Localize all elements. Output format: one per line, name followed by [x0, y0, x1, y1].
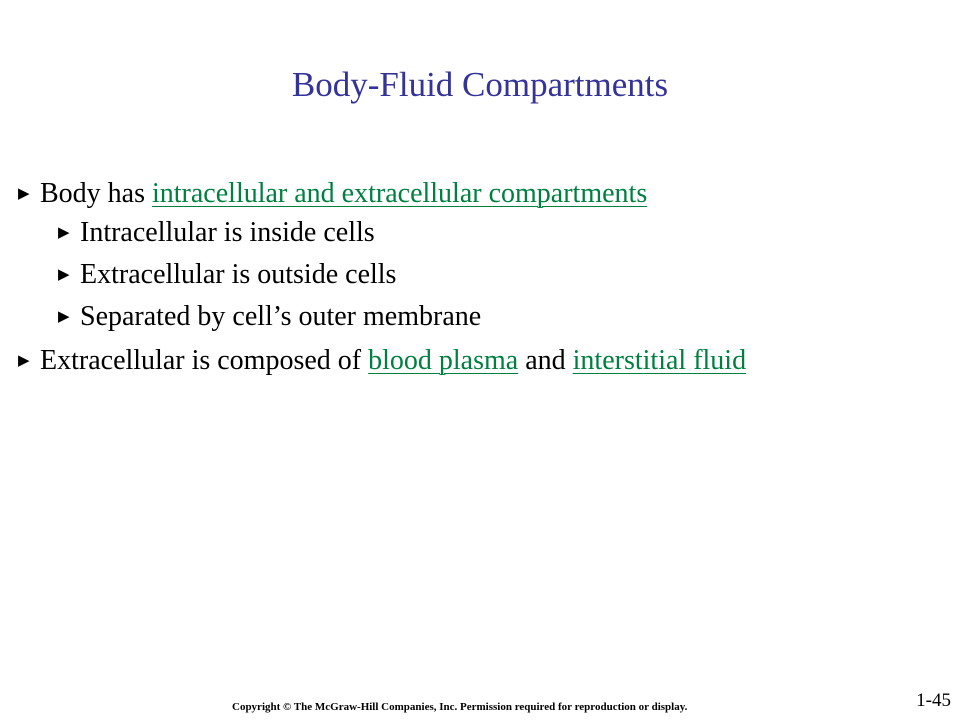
bullet-text: Extracellular is composed of — [40, 345, 369, 376]
bullet-triangle-icon: ▶ — [18, 186, 30, 202]
bullet-text: Body has — [40, 178, 152, 209]
bullet-item-extracellular-composition — [18, 341, 746, 381]
bullet-text: Separated by cell’s outer membrane — [80, 301, 482, 332]
bullet-triangle-icon: ▶ — [58, 309, 70, 325]
sub-bullet-extracellular — [58, 255, 396, 295]
bullet-triangle-icon: ▶ — [18, 353, 30, 369]
link-interstitial-fluid[interactable]: interstitial fluid — [572, 345, 747, 376]
link-blood-plasma[interactable]: blood plasma — [368, 345, 519, 376]
sub-bullet-membrane — [58, 297, 481, 337]
link-intracellular-extracellular-compartments[interactable]: intracellular and extracellular compartments — [152, 178, 648, 209]
copyright-notice: Copyright © The McGraw-Hill Companies, Inc. Permission required for reproduction or display. — [232, 701, 688, 713]
slide-title: Body-Fluid Compartments — [291, 65, 669, 104]
bullet-triangle-icon: ▶ — [58, 225, 70, 241]
bullet-item-compartments — [18, 174, 647, 214]
slide-number: 1-45 — [916, 690, 951, 711]
bullet-text: Intracellular is inside cells — [80, 217, 375, 248]
bullet-triangle-icon: ▶ — [58, 267, 70, 283]
sub-bullet-intracellular — [58, 213, 375, 253]
bullet-text-connector: and — [518, 345, 573, 376]
bullet-text: Extracellular is outside cells — [80, 259, 397, 290]
